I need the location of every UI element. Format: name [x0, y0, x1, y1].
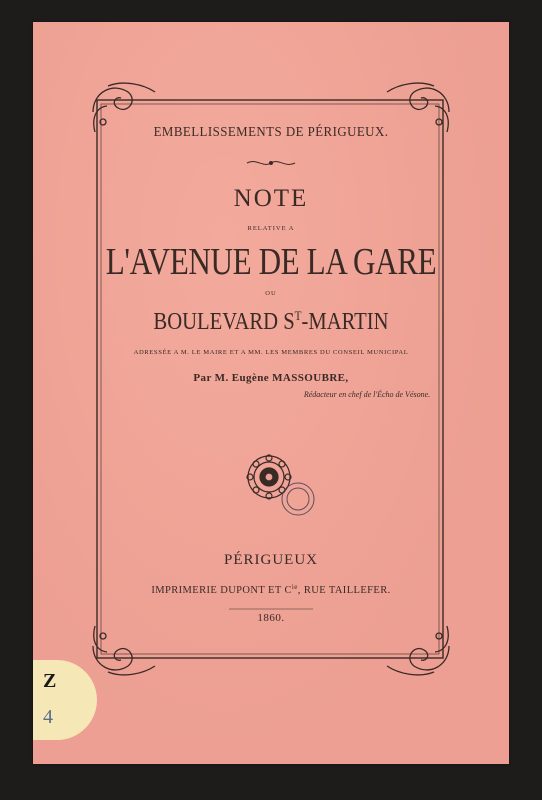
author-role: Rédacteur en chef de l'Écho de Vésone. [303, 390, 431, 399]
publication-year: 1860. [257, 612, 285, 624]
shelf-label-letter: Z [43, 670, 57, 692]
corner-ornament-bottom-right [387, 626, 449, 675]
printer-line [33, 583, 509, 596]
series-title: EMBELLISSEMENTS DE PÉRIGUEUX. [153, 125, 389, 140]
printer-prefix: IMPRIMERIE DUPONT ET C [151, 585, 292, 596]
rosette-ornament [247, 455, 291, 499]
main-title: L'AVENUE DE LA GARE [105, 241, 437, 283]
library-stamp [282, 483, 314, 515]
alt-title-sup: T [294, 308, 302, 323]
publication-place: PÉRIGUEUX [224, 552, 318, 568]
author-line: Par M. Eugène MASSOUBRE, [193, 372, 349, 384]
printer-suffix: , RUE TAILLEFER. [297, 585, 391, 596]
printer-sup: ie [291, 583, 298, 591]
corner-ornament-bottom-left [93, 626, 155, 675]
divider-flourish [247, 162, 295, 165]
alt-title-suffix: -MARTIN [301, 309, 389, 335]
relative-label: RELATIVE A [247, 225, 295, 232]
alt-title-prefix: BOULEVARD S [153, 309, 295, 335]
alt-title [66, 308, 475, 336]
shelf-label-number: 4 [43, 706, 53, 728]
title-note: NOTE [233, 185, 309, 212]
addressee-line: ADRESSÉE A M. LE MAIRE ET A MM. LES MEMBRES DU CONSEIL MUNICIPAL [133, 349, 409, 356]
conjunction-label: OU [265, 290, 277, 297]
book-cover [33, 22, 509, 764]
